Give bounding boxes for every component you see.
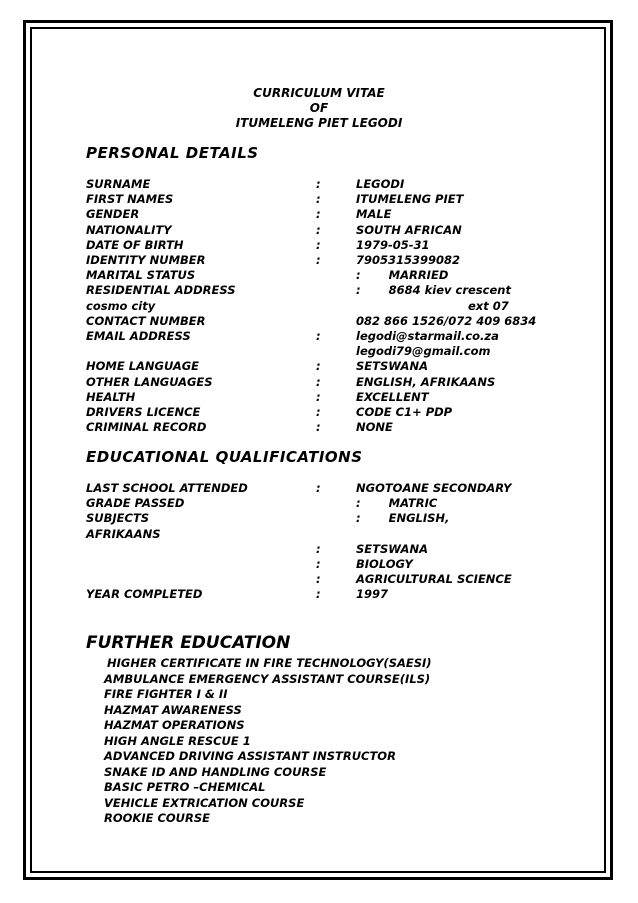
further-education-item: SNAKE ID AND HANDLING COURSE xyxy=(104,764,327,779)
further-education-item: BASIC PETRO –CHEMICAL xyxy=(104,780,266,794)
detail-value: ext 07 xyxy=(468,298,509,313)
detail-label: RESIDENTIAL ADDRESS xyxy=(86,283,236,298)
detail-label: OTHER LANGUAGES xyxy=(86,374,213,389)
detail-separator: : xyxy=(316,237,321,252)
personal-details-heading: PERSONAL DETAILS xyxy=(86,144,259,162)
detail-label: CONTACT NUMBER xyxy=(86,313,206,328)
detail-value: : 8684 kiev crescent xyxy=(356,283,511,298)
detail-separator: : xyxy=(316,192,321,207)
detail-label: MARITAL STATUS xyxy=(86,268,196,283)
detail-value: SETSWANA xyxy=(356,359,428,374)
further-education-item: ADVANCED DRIVING ASSISTANT INSTRUCTOR xyxy=(104,749,396,763)
further-education-heading: FURTHER EDUCATION xyxy=(86,633,291,653)
detail-label: DRIVERS LICENCE xyxy=(86,405,201,419)
document-title-of: OF xyxy=(309,101,329,115)
detail-label: CRIMINAL RECORD xyxy=(86,420,207,435)
detail-separator: : xyxy=(316,405,321,419)
detail-value: ENGLISH, AFRIKAANS xyxy=(356,374,496,389)
document-title: CURRICULUM VITAE xyxy=(253,86,385,100)
detail-value: : MARRIED xyxy=(356,268,449,283)
detail-label: AFRIKAANS xyxy=(86,526,161,541)
detail-value: SOUTH AFRICAN xyxy=(356,222,462,237)
detail-value: 1979-05-31 xyxy=(356,237,430,252)
detail-label: IDENTITY NUMBER xyxy=(86,253,206,267)
detail-label: GRADE PASSED xyxy=(86,496,185,511)
detail-label: YEAR COMPLETED xyxy=(86,587,203,602)
detail-value: CODE C1+ PDP xyxy=(356,405,453,419)
detail-label: HEALTH xyxy=(86,389,136,404)
detail-value: BIOLOGY xyxy=(356,557,413,571)
detail-separator: : xyxy=(316,207,321,222)
detail-value: 1997 xyxy=(356,587,389,602)
detail-label: cosmo city xyxy=(86,298,156,313)
detail-value: NGOTOANE SECONDARY xyxy=(356,481,512,495)
detail-value: MALE xyxy=(356,207,392,222)
detail-value: : MATRIC xyxy=(356,496,438,511)
detail-value: legodi79@gmail.com xyxy=(356,344,491,359)
detail-separator: : xyxy=(316,329,321,343)
detail-label: EMAIL ADDRESS xyxy=(86,329,191,343)
detail-value: EXCELLENT xyxy=(356,389,429,404)
detail-separator: : xyxy=(316,420,321,435)
detail-label: GENDER xyxy=(86,207,140,222)
detail-separator: : xyxy=(316,177,321,191)
detail-separator: : xyxy=(316,222,321,237)
detail-separator: : xyxy=(316,253,321,267)
detail-separator: : xyxy=(316,541,321,556)
detail-label: FIRST NAMES xyxy=(86,192,174,207)
further-education-item: ROOKIE COURSE xyxy=(104,811,211,825)
further-education-item: HAZMAT OPERATIONS xyxy=(104,718,245,732)
detail-separator: : xyxy=(316,389,321,404)
detail-label: DATE OF BIRTH xyxy=(86,237,184,252)
detail-separator: : xyxy=(316,481,321,495)
further-education-item: AMBULANCE EMERGENCY ASSISTANT COURSE(ILS) xyxy=(104,671,431,686)
detail-separator: : xyxy=(316,587,321,602)
detail-value: 7905315399082 xyxy=(356,253,461,267)
detail-separator: : xyxy=(316,374,321,389)
detail-value: 082 866 1526/072 409 6834 xyxy=(356,313,537,328)
detail-value: legodi@starmail.co.za xyxy=(356,329,499,343)
further-education-item: HIGHER CERTIFICATE IN FIRE TECHNOLOGY(SAESI) xyxy=(107,656,432,670)
detail-value: : ENGLISH, xyxy=(356,511,450,526)
document-title-name: ITUMELENG PIET LEGODI xyxy=(235,116,403,130)
detail-separator: : xyxy=(316,557,321,571)
detail-separator: : xyxy=(316,359,321,374)
detail-value: ITUMELENG PIET xyxy=(356,192,464,207)
detail-value: AGRICULTURAL SCIENCE xyxy=(356,572,512,587)
detail-value: LEGODI xyxy=(356,177,405,191)
detail-label: SURNAME xyxy=(86,177,151,191)
further-education-item: HAZMAT AWARENESS xyxy=(104,702,242,717)
detail-label: NATIONALITY xyxy=(86,222,172,237)
further-education-item: HIGH ANGLE RESCUE 1 xyxy=(104,733,251,748)
detail-label: SUBJECTS xyxy=(86,511,150,526)
further-education-item: VEHICLE EXTRICATION COURSE xyxy=(104,795,305,810)
detail-label: LAST SCHOOL ATTENDED xyxy=(86,481,248,495)
detail-value: NONE xyxy=(356,420,393,435)
educational-qualifications-heading: EDUCATIONAL QUALIFICATIONS xyxy=(86,448,363,466)
detail-label: HOME LANGUAGE xyxy=(86,359,200,374)
further-education-item: FIRE FIGHTER I & II xyxy=(104,687,228,701)
detail-separator: : xyxy=(316,572,321,587)
detail-value: SETSWANA xyxy=(356,541,428,556)
